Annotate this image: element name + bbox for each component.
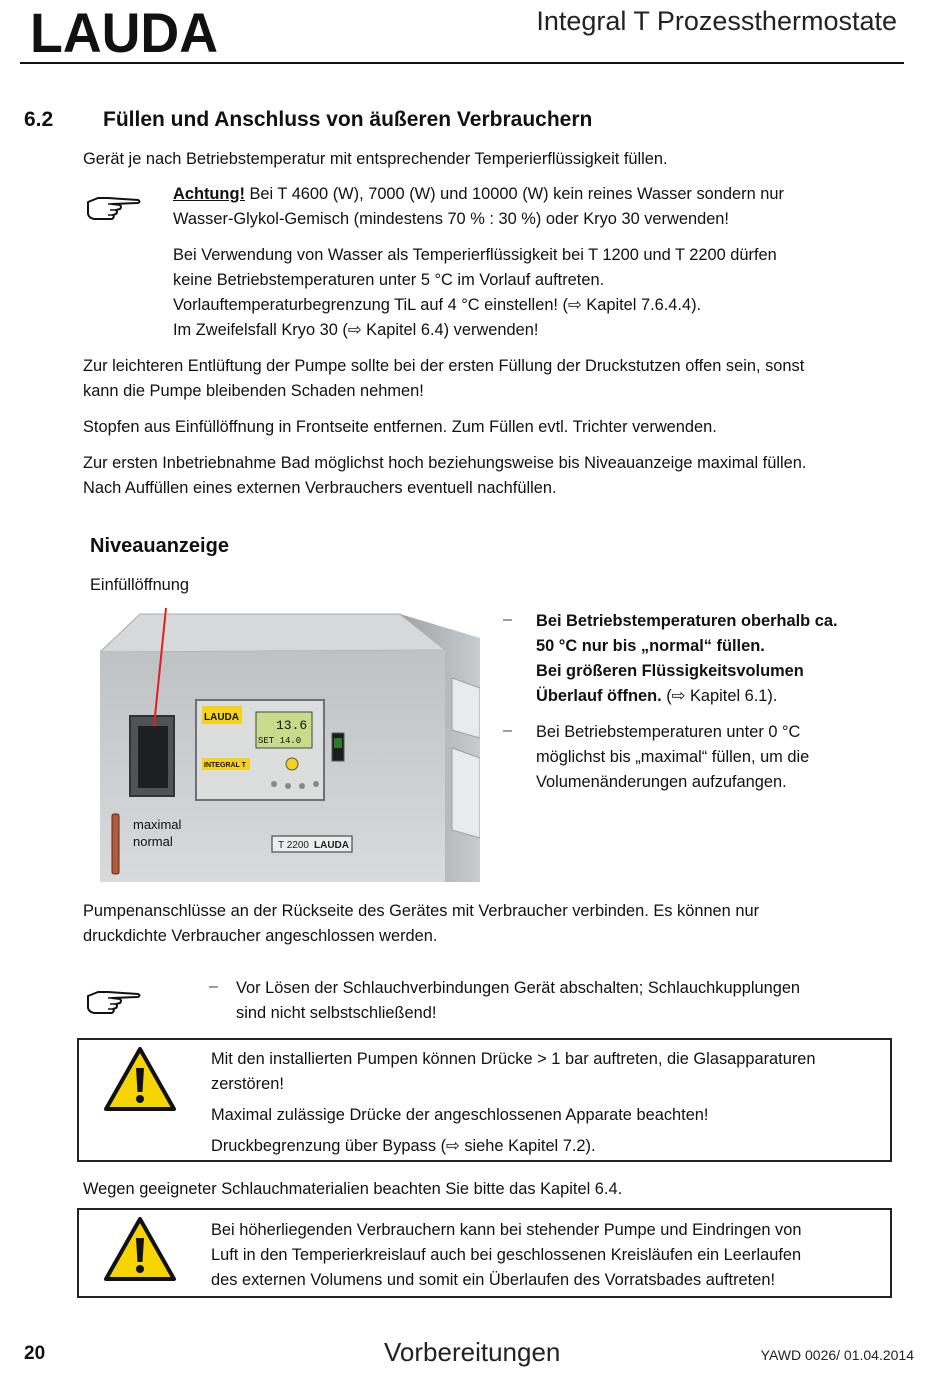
warning-triangle-icon [103, 1046, 177, 1112]
section-number: 6.2 [24, 108, 54, 131]
fill-note-high-temp [536, 609, 838, 709]
warning1-text [211, 1047, 816, 1097]
thermostat-photo [100, 608, 480, 882]
warning-line: Mit den installierten Pumpen können Drücke > 1 bar auftreten, die Glasapparaturen [211, 1050, 816, 1068]
pointing-hand-icon [86, 987, 142, 1017]
note1-paragraph2 [173, 243, 777, 343]
pump-connection-text [83, 899, 759, 949]
note1-p2-line: Im Zweifelsfall Kryo 30 (⇨ Kapitel 6.4) verwenden! [173, 321, 539, 339]
paragraph-line: Pumpenanschlüsse an der Rückseite des Gerätes mit Verbraucher verbinden. Es können nur [83, 902, 760, 920]
note1-label: Achtung! [173, 185, 245, 203]
intro-text: Gerät je nach Betriebstemperatur mit entsprechender Temperierflüssigkeit füllen. [83, 150, 668, 168]
section-title: Füllen und Anschluss von äußeren Verbrauchern [103, 108, 593, 131]
logo-text: LAUDA [30, 6, 218, 56]
paragraph-line: Nach Auffüllen eines externen Verbrauchers eventuell nachfüllen. [83, 479, 557, 497]
note1-line1: Bei T 4600 (W), 7000 (W) und 10000 (W) kein reines Wasser sondern nur [244, 185, 784, 203]
fill-opening-label: Einfüllöffnung [90, 576, 190, 594]
paragraph-line: Zur leichteren Entlüftung der Pumpe sollte bei der ersten Füllung der Druckstutzen offen sein, sonst [83, 357, 805, 375]
note1-block [173, 182, 784, 232]
fill-note-line: Bei größeren Flüssigkeitsvolumen [536, 662, 804, 680]
note1-p2-line: Bei Verwendung von Wasser als Temperierflüssigkeit bei T 1200 und T 2200 dürfen [173, 246, 777, 264]
figure-heading: Niveauanzeige [90, 535, 229, 557]
chapter-name: Vorbereitungen [384, 1337, 561, 1367]
lauda-logo [30, 6, 220, 56]
note1-line2: Wasser-Glykol-Gemisch (mindestens 70 % : 30 %) oder Kryo 30 verwenden! [173, 210, 729, 228]
model-brand: LAUDA [314, 840, 349, 851]
paragraph-venting [83, 354, 804, 404]
document-title: Integral T Prozessthermostate [536, 6, 897, 36]
paragraph-line: kann die Pumpe bleibenden Schaden nehmen! [83, 382, 424, 400]
paragraph-plug [83, 415, 717, 440]
display-setpoint: SET 14.0 [258, 736, 302, 746]
fill-note-line: Volumenänderungen aufzufangen. [536, 773, 787, 791]
bullet-dash: – [503, 611, 512, 628]
paragraph-first-fill [83, 451, 806, 501]
fill-note-line: Überlauf öffnen. [536, 687, 662, 705]
panel-product: INTEGRAL T [204, 762, 246, 769]
warning-line: des externen Volumens und somit ein Überlaufen des Vorratsbades auftreten! [211, 1271, 776, 1289]
warning1-line3: Druckbegrenzung über Bypass (⇨ siehe Kapitel 7.2). [211, 1137, 596, 1155]
note1-p2-line: keine Betriebstemperaturen unter 5 °C im Vorlauf auftreten. [173, 271, 605, 289]
warning-triangle-icon [103, 1216, 177, 1282]
note1-p2-line: Vorlauftemperaturbegrenzung TiL auf 4 °C einstellen! (⇨ Kapitel 7.6.4.4). [173, 296, 702, 314]
bullet-dash: – [209, 978, 218, 995]
header-rule [20, 62, 904, 64]
warning1-line2: Maximal zulässige Drücke der angeschlossenen Apparate beachten! [211, 1106, 709, 1124]
paragraph-line: Zur ersten Inbetriebnahme Bad möglichst hoch beziehungsweise bis Niveauanzeige maximal füllen. [83, 454, 807, 472]
paragraph-line: druckdichte Verbraucher angeschlossen werden. [83, 927, 438, 945]
fill-note-low-temp [536, 720, 809, 795]
level-max-label: maximal [133, 817, 182, 832]
model-label: T 2200 [278, 840, 309, 851]
bullet-dash: – [503, 722, 512, 739]
panel-brand: LAUDA [204, 712, 239, 723]
hose-material-text: Wegen geeigneter Schlauchmaterialien beachten Sie bitte das Kapitel 6.4. [83, 1180, 623, 1198]
fill-note-line: Bei Betriebstemperaturen unter 0 °C [536, 723, 801, 741]
fill-note-line: Bei Betriebstemperaturen oberhalb ca. [536, 612, 838, 630]
pointing-hand-icon [86, 193, 142, 223]
note2-text [236, 976, 800, 1026]
note2-line: sind nicht selbstschließend! [236, 1004, 437, 1022]
warning-line: Bei höherliegenden Verbrauchern kann bei stehender Pumpe und Eindringen von [211, 1221, 802, 1239]
document-reference: YAWD 0026/ 01.04.2014 [760, 1347, 914, 1363]
paragraph-line: Stopfen aus Einfüllöffnung in Frontseite entfernen. Zum Füllen evtl. Trichter verwenden. [83, 418, 717, 436]
display-value: 13.6 [276, 718, 308, 733]
fill-note-line: möglichst bis „maximal“ füllen, um die [536, 748, 810, 766]
warning-line: Luft in den Temperierkreislauf auch bei geschlossenen Kreisläufen ein Leerlaufen [211, 1246, 802, 1264]
fill-note-line: 50 °C nur bis „normal“ füllen. [536, 637, 765, 655]
note2-line: Vor Lösen der Schlauchverbindungen Gerät abschalten; Schlauchkupplungen [236, 979, 801, 997]
warning2-text [211, 1218, 802, 1293]
level-normal-label: normal [133, 834, 173, 849]
warning-line: zerstören! [211, 1075, 284, 1093]
page-number: 20 [24, 1343, 46, 1364]
fill-note-ref: (⇨ Kapitel 6.1). [661, 687, 778, 705]
